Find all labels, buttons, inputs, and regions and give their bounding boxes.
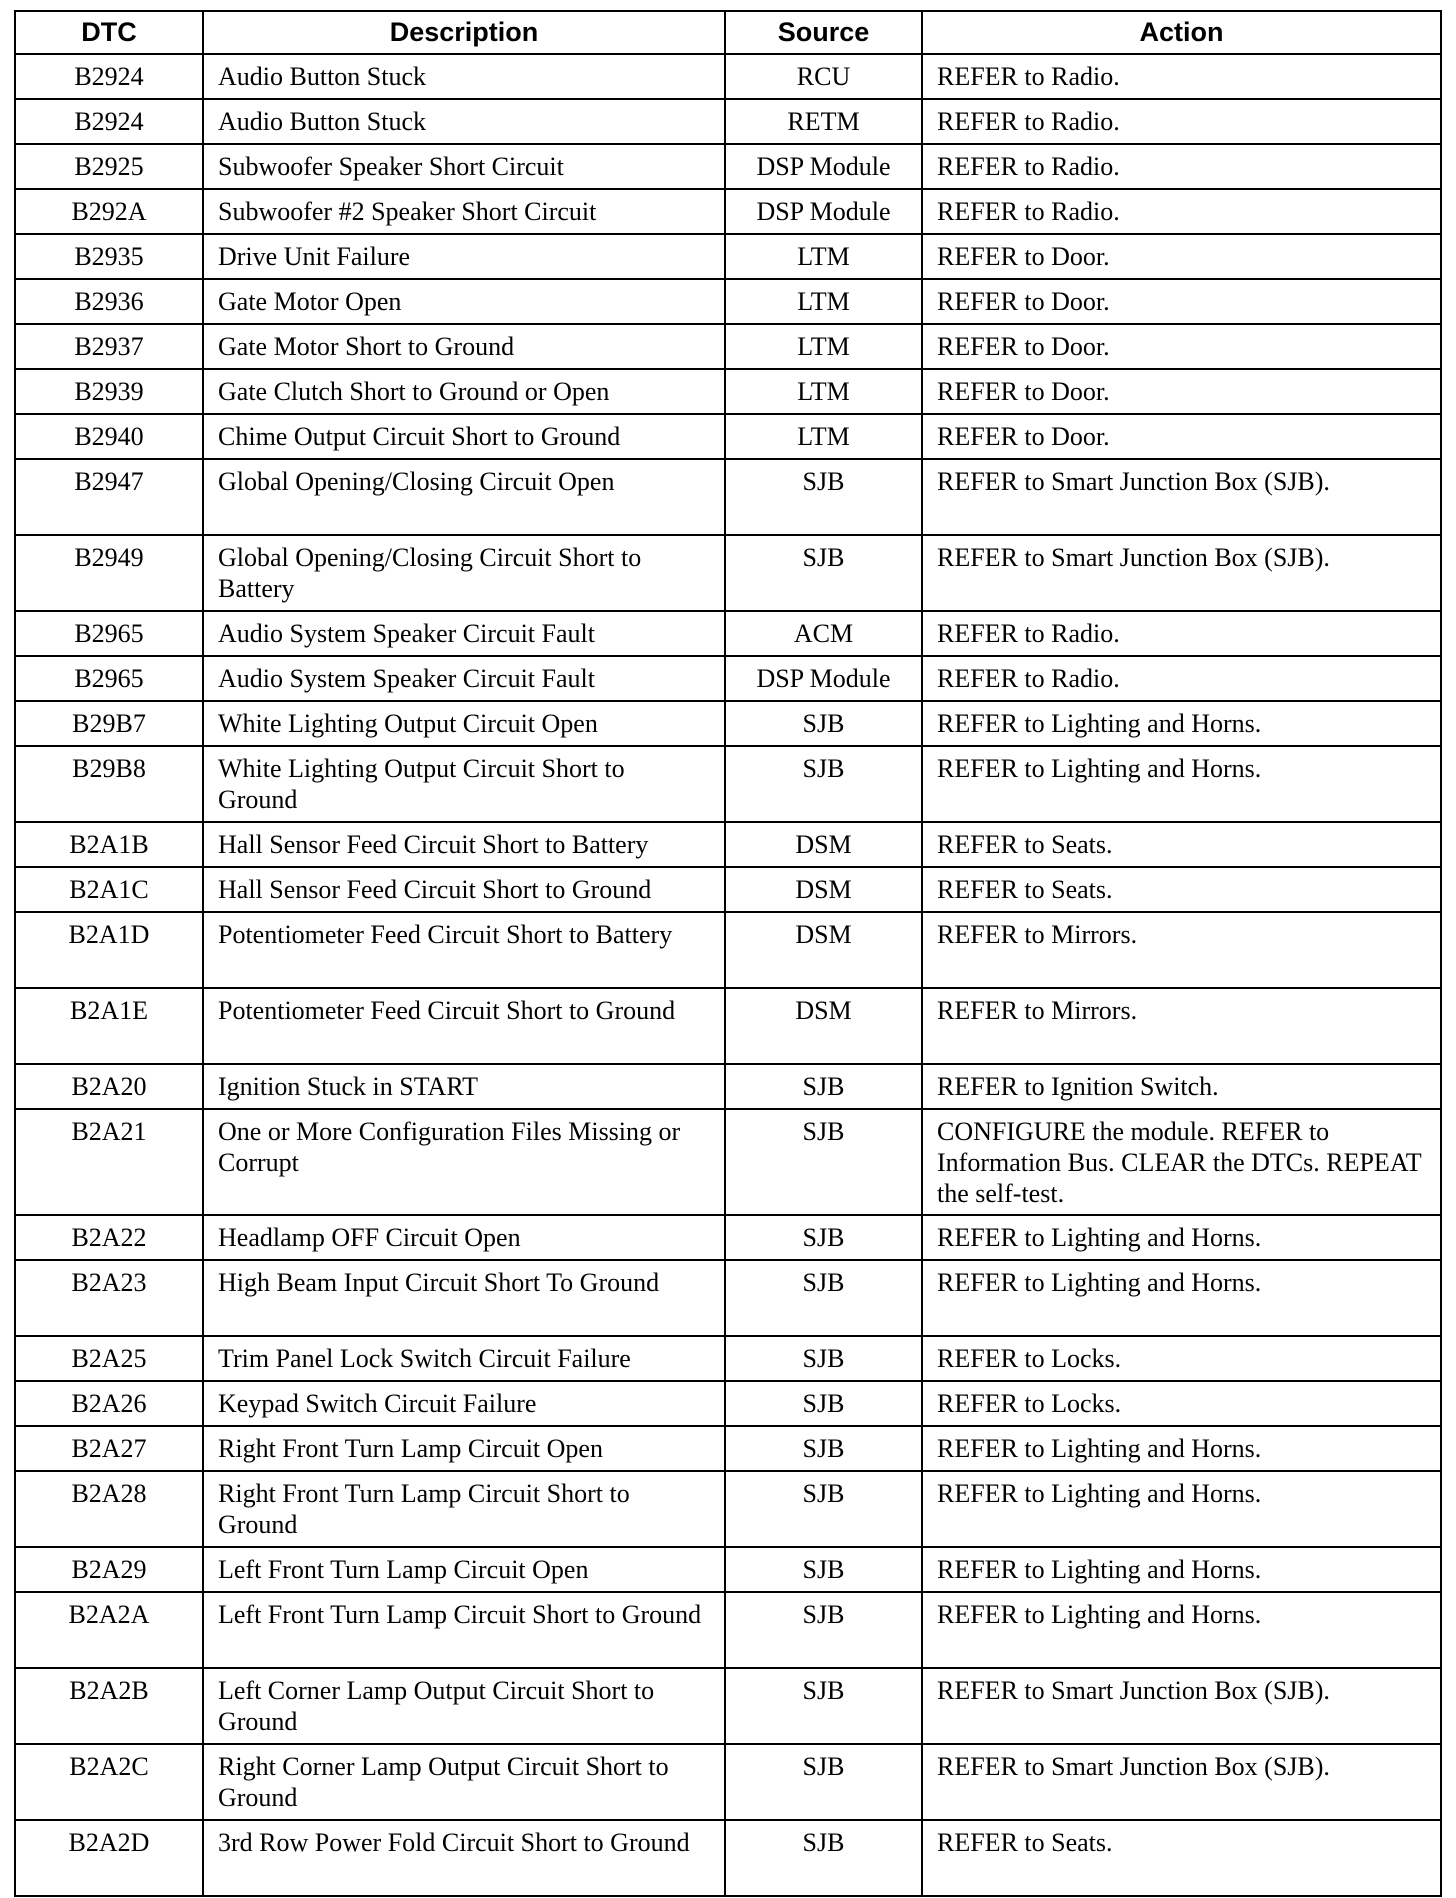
action-cell: REFER to Smart Junction Box (SJB). — [922, 459, 1441, 535]
table-row — [15, 99, 1441, 144]
dtc-cell: B29B7 — [15, 701, 203, 746]
description-cell: 3rd Row Power Fold Circuit Short to Ground — [203, 1820, 725, 1896]
table-row — [15, 189, 1441, 234]
action-cell: REFER to Ignition Switch. — [922, 1064, 1441, 1109]
description-cell: White Lighting Output Circuit Short to Ground — [203, 746, 725, 822]
action-cell: REFER to Mirrors. — [922, 912, 1441, 988]
header-description: Description — [203, 11, 725, 54]
action-cell: REFER to Lighting and Horns. — [922, 1215, 1441, 1260]
source-cell: DSP Module — [725, 656, 922, 701]
description-cell: Audio Button Stuck — [203, 99, 725, 144]
dtc-cell: B2924 — [15, 54, 203, 99]
source-cell: SJB — [725, 1668, 922, 1744]
source-cell: SJB — [725, 535, 922, 611]
table-row — [15, 746, 1441, 822]
source-cell: SJB — [725, 1820, 922, 1896]
header-dtc: DTC — [15, 11, 203, 54]
dtc-cell: B2925 — [15, 144, 203, 189]
dtc-cell: B2A20 — [15, 1064, 203, 1109]
source-cell: LTM — [725, 324, 922, 369]
table-row — [15, 414, 1441, 459]
dtc-cell: B2A1C — [15, 867, 203, 912]
dtc-cell: B29B8 — [15, 746, 203, 822]
source-cell: SJB — [725, 1592, 922, 1668]
description-cell: Potentiometer Feed Circuit Short to Ground — [203, 988, 725, 1064]
action-cell: REFER to Lighting and Horns. — [922, 1471, 1441, 1547]
action-cell: REFER to Lighting and Horns. — [922, 746, 1441, 822]
header-action: Action — [922, 11, 1441, 54]
table-row — [15, 1668, 1441, 1744]
action-cell: REFER to Locks. — [922, 1336, 1441, 1381]
table-row — [15, 1064, 1441, 1109]
description-cell: Right Front Turn Lamp Circuit Open — [203, 1426, 725, 1471]
description-cell: Left Corner Lamp Output Circuit Short to Ground — [203, 1668, 725, 1744]
dtc-cell: B2940 — [15, 414, 203, 459]
dtc-cell: B2A1B — [15, 822, 203, 867]
dtc-cell: B2A2D — [15, 1820, 203, 1896]
dtc-cell: B2965 — [15, 611, 203, 656]
description-cell: Audio Button Stuck — [203, 54, 725, 99]
table-row — [15, 1260, 1441, 1336]
description-cell: Left Front Turn Lamp Circuit Open — [203, 1547, 725, 1592]
dtc-cell: B2A1D — [15, 912, 203, 988]
table-row — [15, 535, 1441, 611]
source-cell: LTM — [725, 414, 922, 459]
action-cell: REFER to Lighting and Horns. — [922, 1260, 1441, 1336]
action-cell: REFER to Lighting and Horns. — [922, 1592, 1441, 1668]
table-row — [15, 822, 1441, 867]
source-cell: LTM — [725, 234, 922, 279]
description-cell: Keypad Switch Circuit Failure — [203, 1381, 725, 1426]
dtc-cell: B2935 — [15, 234, 203, 279]
table-row — [15, 656, 1441, 701]
source-cell: SJB — [725, 1381, 922, 1426]
table-row — [15, 1109, 1441, 1215]
source-cell: DSM — [725, 988, 922, 1064]
dtc-cell: B292A — [15, 189, 203, 234]
table-row — [15, 1820, 1441, 1896]
source-cell: SJB — [725, 1471, 922, 1547]
action-cell: REFER to Door. — [922, 234, 1441, 279]
description-cell: Right Front Turn Lamp Circuit Short to Ground — [203, 1471, 725, 1547]
dtc-cell: B2A21 — [15, 1109, 203, 1215]
table-row — [15, 1744, 1441, 1820]
dtc-cell: B2A1E — [15, 988, 203, 1064]
dtc-cell: B2937 — [15, 324, 203, 369]
table-row — [15, 1215, 1441, 1260]
description-cell: Global Opening/Closing Circuit Short to Battery — [203, 535, 725, 611]
dtc-cell: B2A28 — [15, 1471, 203, 1547]
source-cell: DSP Module — [725, 189, 922, 234]
table-row — [15, 1426, 1441, 1471]
description-cell: Audio System Speaker Circuit Fault — [203, 611, 725, 656]
source-cell: SJB — [725, 1336, 922, 1381]
source-cell: DSM — [725, 867, 922, 912]
description-cell: Gate Motor Open — [203, 279, 725, 324]
dtc-cell: B2936 — [15, 279, 203, 324]
table-row — [15, 369, 1441, 414]
header-source: Source — [725, 11, 922, 54]
source-cell: SJB — [725, 1260, 922, 1336]
dtc-cell: B2924 — [15, 99, 203, 144]
source-cell: ACM — [725, 611, 922, 656]
dtc-cell: B2965 — [15, 656, 203, 701]
source-cell: DSP Module — [725, 144, 922, 189]
description-cell: One or More Configuration Files Missing or Corrupt — [203, 1109, 725, 1215]
description-cell: White Lighting Output Circuit Open — [203, 701, 725, 746]
action-cell: REFER to Lighting and Horns. — [922, 1426, 1441, 1471]
action-cell: REFER to Smart Junction Box (SJB). — [922, 535, 1441, 611]
table-row — [15, 1592, 1441, 1668]
table-row — [15, 912, 1441, 988]
action-cell: CONFIGURE the module. REFER to Information Bus. CLEAR the DTCs. REPEAT the self-test. — [922, 1109, 1441, 1215]
dtc-cell: B2A2C — [15, 1744, 203, 1820]
description-cell: Drive Unit Failure — [203, 234, 725, 279]
table-row — [15, 701, 1441, 746]
action-cell: REFER to Locks. — [922, 1381, 1441, 1426]
action-cell: REFER to Mirrors. — [922, 988, 1441, 1064]
table-row — [15, 611, 1441, 656]
table-row — [15, 459, 1441, 535]
action-cell: REFER to Door. — [922, 324, 1441, 369]
action-cell: REFER to Seats. — [922, 1820, 1441, 1896]
table-row — [15, 1336, 1441, 1381]
action-cell: REFER to Seats. — [922, 822, 1441, 867]
description-cell: High Beam Input Circuit Short To Ground — [203, 1260, 725, 1336]
table-row — [15, 988, 1441, 1064]
table-row — [15, 1547, 1441, 1592]
table-header-row — [15, 11, 1441, 54]
description-cell: Gate Motor Short to Ground — [203, 324, 725, 369]
source-cell: SJB — [725, 1064, 922, 1109]
table-row — [15, 867, 1441, 912]
dtc-table — [14, 10, 1442, 1897]
source-cell: SJB — [725, 1109, 922, 1215]
source-cell: LTM — [725, 279, 922, 324]
description-cell: Potentiometer Feed Circuit Short to Battery — [203, 912, 725, 988]
description-cell: Gate Clutch Short to Ground or Open — [203, 369, 725, 414]
source-cell: SJB — [725, 1215, 922, 1260]
action-cell: REFER to Radio. — [922, 189, 1441, 234]
source-cell: DSM — [725, 822, 922, 867]
dtc-cell: B2A2B — [15, 1668, 203, 1744]
dtc-cell: B2A23 — [15, 1260, 203, 1336]
dtc-cell: B2A25 — [15, 1336, 203, 1381]
source-cell: SJB — [725, 459, 922, 535]
table-row — [15, 1381, 1441, 1426]
description-cell: Left Front Turn Lamp Circuit Short to Ground — [203, 1592, 725, 1668]
dtc-cell: B2A22 — [15, 1215, 203, 1260]
source-cell: DSM — [725, 912, 922, 988]
action-cell: REFER to Door. — [922, 369, 1441, 414]
description-cell: Trim Panel Lock Switch Circuit Failure — [203, 1336, 725, 1381]
description-cell: Hall Sensor Feed Circuit Short to Ground — [203, 867, 725, 912]
description-cell: Right Corner Lamp Output Circuit Short to Ground — [203, 1744, 725, 1820]
source-cell: RETM — [725, 99, 922, 144]
dtc-cell: B2A26 — [15, 1381, 203, 1426]
table-row — [15, 1471, 1441, 1547]
table-row — [15, 234, 1441, 279]
action-cell: REFER to Radio. — [922, 144, 1441, 189]
description-cell: Chime Output Circuit Short to Ground — [203, 414, 725, 459]
action-cell: REFER to Lighting and Horns. — [922, 1547, 1441, 1592]
source-cell: SJB — [725, 701, 922, 746]
dtc-cell: B2A2A — [15, 1592, 203, 1668]
description-cell: Headlamp OFF Circuit Open — [203, 1215, 725, 1260]
dtc-cell: B2947 — [15, 459, 203, 535]
dtc-cell: B2A29 — [15, 1547, 203, 1592]
action-cell: REFER to Smart Junction Box (SJB). — [922, 1668, 1441, 1744]
table-row — [15, 54, 1441, 99]
action-cell: REFER to Lighting and Horns. — [922, 701, 1441, 746]
action-cell: REFER to Door. — [922, 279, 1441, 324]
action-cell: REFER to Seats. — [922, 867, 1441, 912]
description-cell: Subwoofer Speaker Short Circuit — [203, 144, 725, 189]
table-row — [15, 279, 1441, 324]
action-cell: REFER to Radio. — [922, 99, 1441, 144]
description-cell: Ignition Stuck in START — [203, 1064, 725, 1109]
action-cell: REFER to Radio. — [922, 656, 1441, 701]
source-cell: LTM — [725, 369, 922, 414]
source-cell: RCU — [725, 54, 922, 99]
source-cell: SJB — [725, 1547, 922, 1592]
source-cell: SJB — [725, 1426, 922, 1471]
action-cell: REFER to Radio. — [922, 611, 1441, 656]
description-cell: Hall Sensor Feed Circuit Short to Battery — [203, 822, 725, 867]
dtc-cell: B2A27 — [15, 1426, 203, 1471]
source-cell: SJB — [725, 1744, 922, 1820]
action-cell: REFER to Smart Junction Box (SJB). — [922, 1744, 1441, 1820]
source-cell: SJB — [725, 746, 922, 822]
action-cell: REFER to Radio. — [922, 54, 1441, 99]
table-row — [15, 144, 1441, 189]
description-cell: Audio System Speaker Circuit Fault — [203, 656, 725, 701]
action-cell: REFER to Door. — [922, 414, 1441, 459]
description-cell: Subwoofer #2 Speaker Short Circuit — [203, 189, 725, 234]
description-cell: Global Opening/Closing Circuit Open — [203, 459, 725, 535]
dtc-cell: B2939 — [15, 369, 203, 414]
dtc-cell: B2949 — [15, 535, 203, 611]
table-row — [15, 324, 1441, 369]
